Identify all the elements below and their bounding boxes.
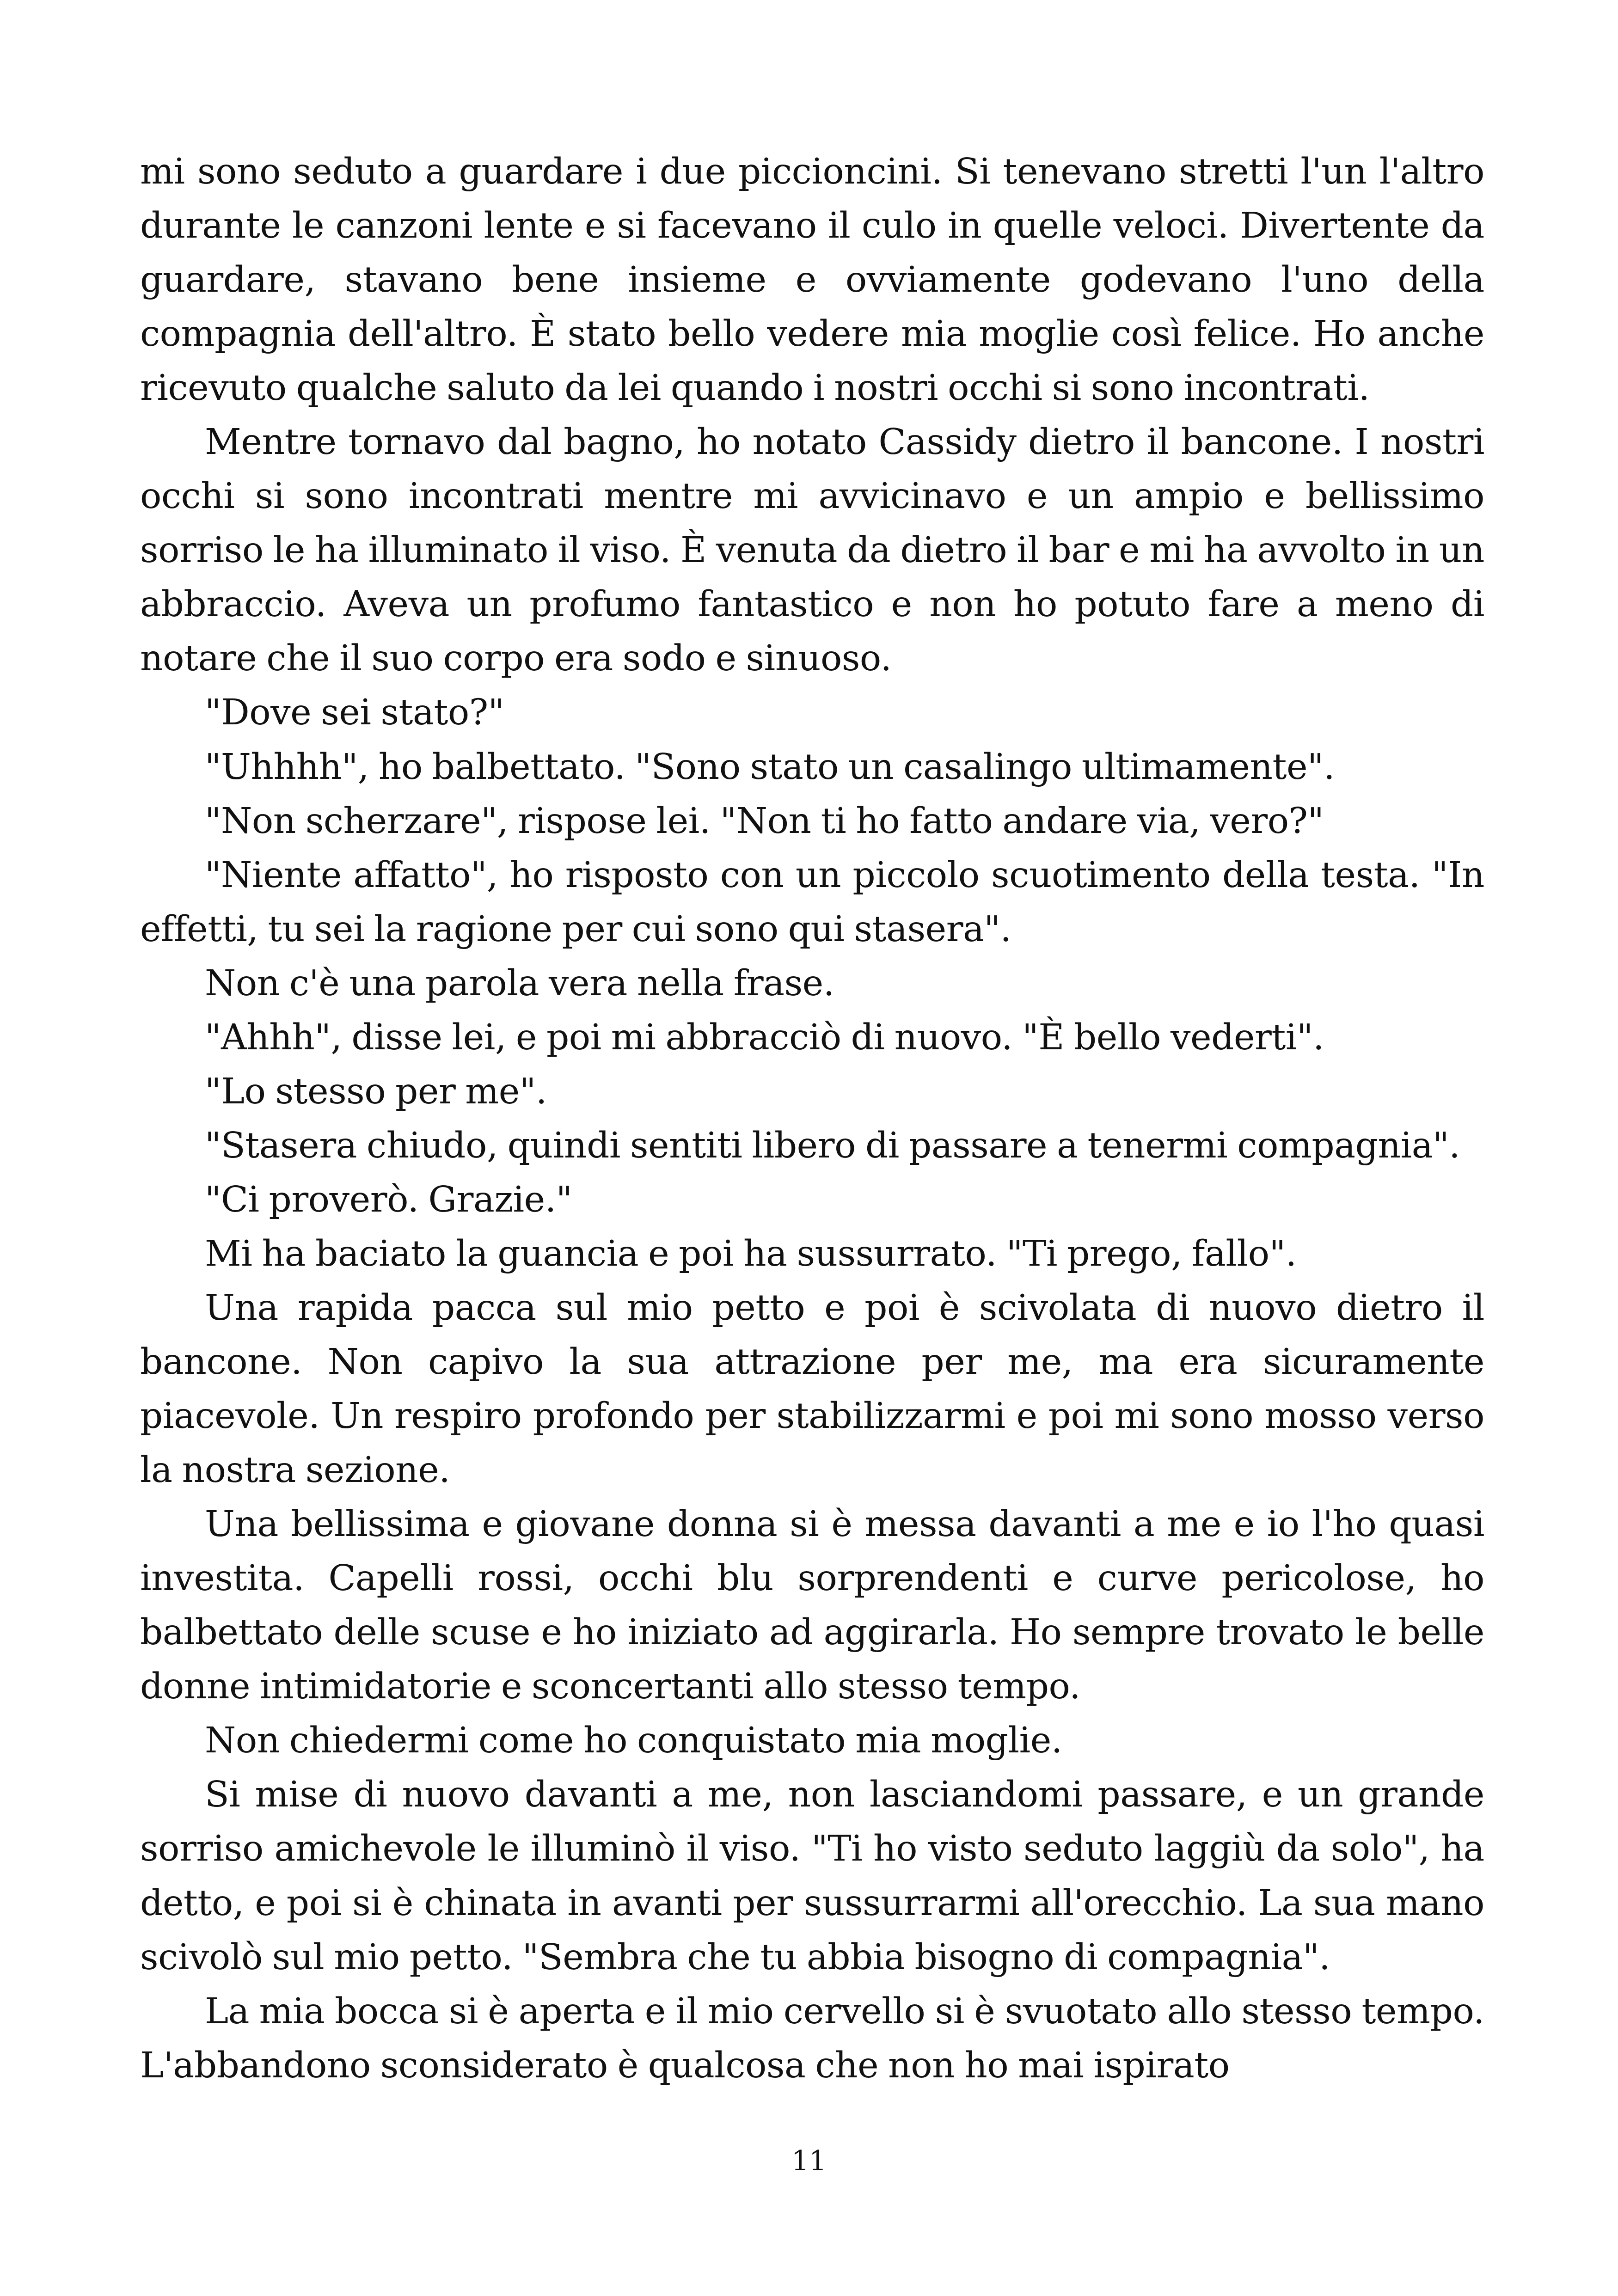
- paragraph-7: Non c'è una parola vera nella frase.: [205, 962, 834, 1004]
- body-text: [140, 145, 1484, 2093]
- paragraph-5: "Non scherzare", rispose lei. "Non ti ho fatto andare via, vero?": [205, 800, 1324, 842]
- paragraph-4: "Uhhhh", ho balbettato. "Sono stato un casalingo ultimamente".: [205, 746, 1335, 788]
- paragraph-17: La mia bocca si è aperta e il mio cervello si è svuotato allo stesso tempo. L'abbandono sconsiderato è qualcosa che non ho mai ispirato: [140, 1990, 1484, 2086]
- page-number: 11: [791, 2145, 827, 2177]
- paragraph-1: mi sono seduto a guardare i due piccioncini. Si tenevano stretti l'un l'altro durante le canzoni lente e si facevano il culo in quelle veloci. Divertente da guardare, stavano bene insieme e ovviamente godevano l'uno della compagnia dell'altro. È stato bello vedere mia moglie così felice. Ho anche ricevuto qualche saluto da lei quando i nostri occhi si sono incontrati.: [140, 151, 1484, 409]
- paragraph-6: "Niente affatto", ho risposto con un piccolo scuotimento della testa. "In effetti, tu sei la ragione per cui sono qui stasera".: [140, 854, 1484, 950]
- paragraph-16: Si mise di nuovo davanti a me, non lasciandomi passare, e un grande sorriso amichevole le illuminò il viso. "Ti ho visto seduto laggiù da solo", ha detto, e poi si è chinata in avanti per sussurrarmi all'orecchio. La sua mano scivolò sul mio petto. "Sembra che tu abbia bisogno di compagnia".: [140, 1774, 1484, 1978]
- paragraph-10: "Stasera chiudo, quindi sentiti libero di passare a tenermi compagnia".: [205, 1125, 1460, 1166]
- paragraph-14: Una bellissima e giovane donna si è messa davanti a me e io l'ho quasi investita. Capelli rossi, occhi blu sorprendenti e curve pericolose, ho balbettato delle scuse e ho iniziato ad aggirarla. Ho sempre trovato le belle donne intimidatorie e sconcertanti allo stesso tempo.: [140, 1504, 1484, 1708]
- paragraph-11: "Ci proverò. Grazie.": [205, 1179, 572, 1220]
- paragraph-15: Non chiedermi come ho conquistato mia moglie.: [205, 1720, 1062, 1762]
- paragraph-9: "Lo stesso per me".: [205, 1071, 547, 1112]
- paragraph-3: "Dove sei stato?": [205, 692, 504, 734]
- paragraph-12: Mi ha baciato la guancia e poi ha sussurrato. "Ti prego, fallo".: [205, 1233, 1297, 1274]
- paragraph-13: Una rapida pacca sul mio petto e poi è scivolata di nuovo dietro il bancone. Non capivo la sua attrazione per me, ma era sicuramente piacevole. Un respiro profondo per stabilizzarmi e poi mi sono mosso verso la nostra sezione.: [140, 1287, 1484, 1491]
- paragraph-2: Mentre tornavo dal bagno, ho notato Cassidy dietro il bancone. I nostri occhi si sono incontrati mentre mi avvicinavo e un ampio e bellissimo sorriso le ha illuminato il viso. È venuta da dietro il bar e mi ha avvolto in un abbraccio. Aveva un profumo fantastico e non ho potuto fare a meno di notare che il suo corpo era sodo e sinuoso.: [140, 422, 1484, 680]
- paragraph-8: "Ahhh", disse lei, e poi mi abbracciò di nuovo. "È bello vederti".: [205, 1016, 1324, 1058]
